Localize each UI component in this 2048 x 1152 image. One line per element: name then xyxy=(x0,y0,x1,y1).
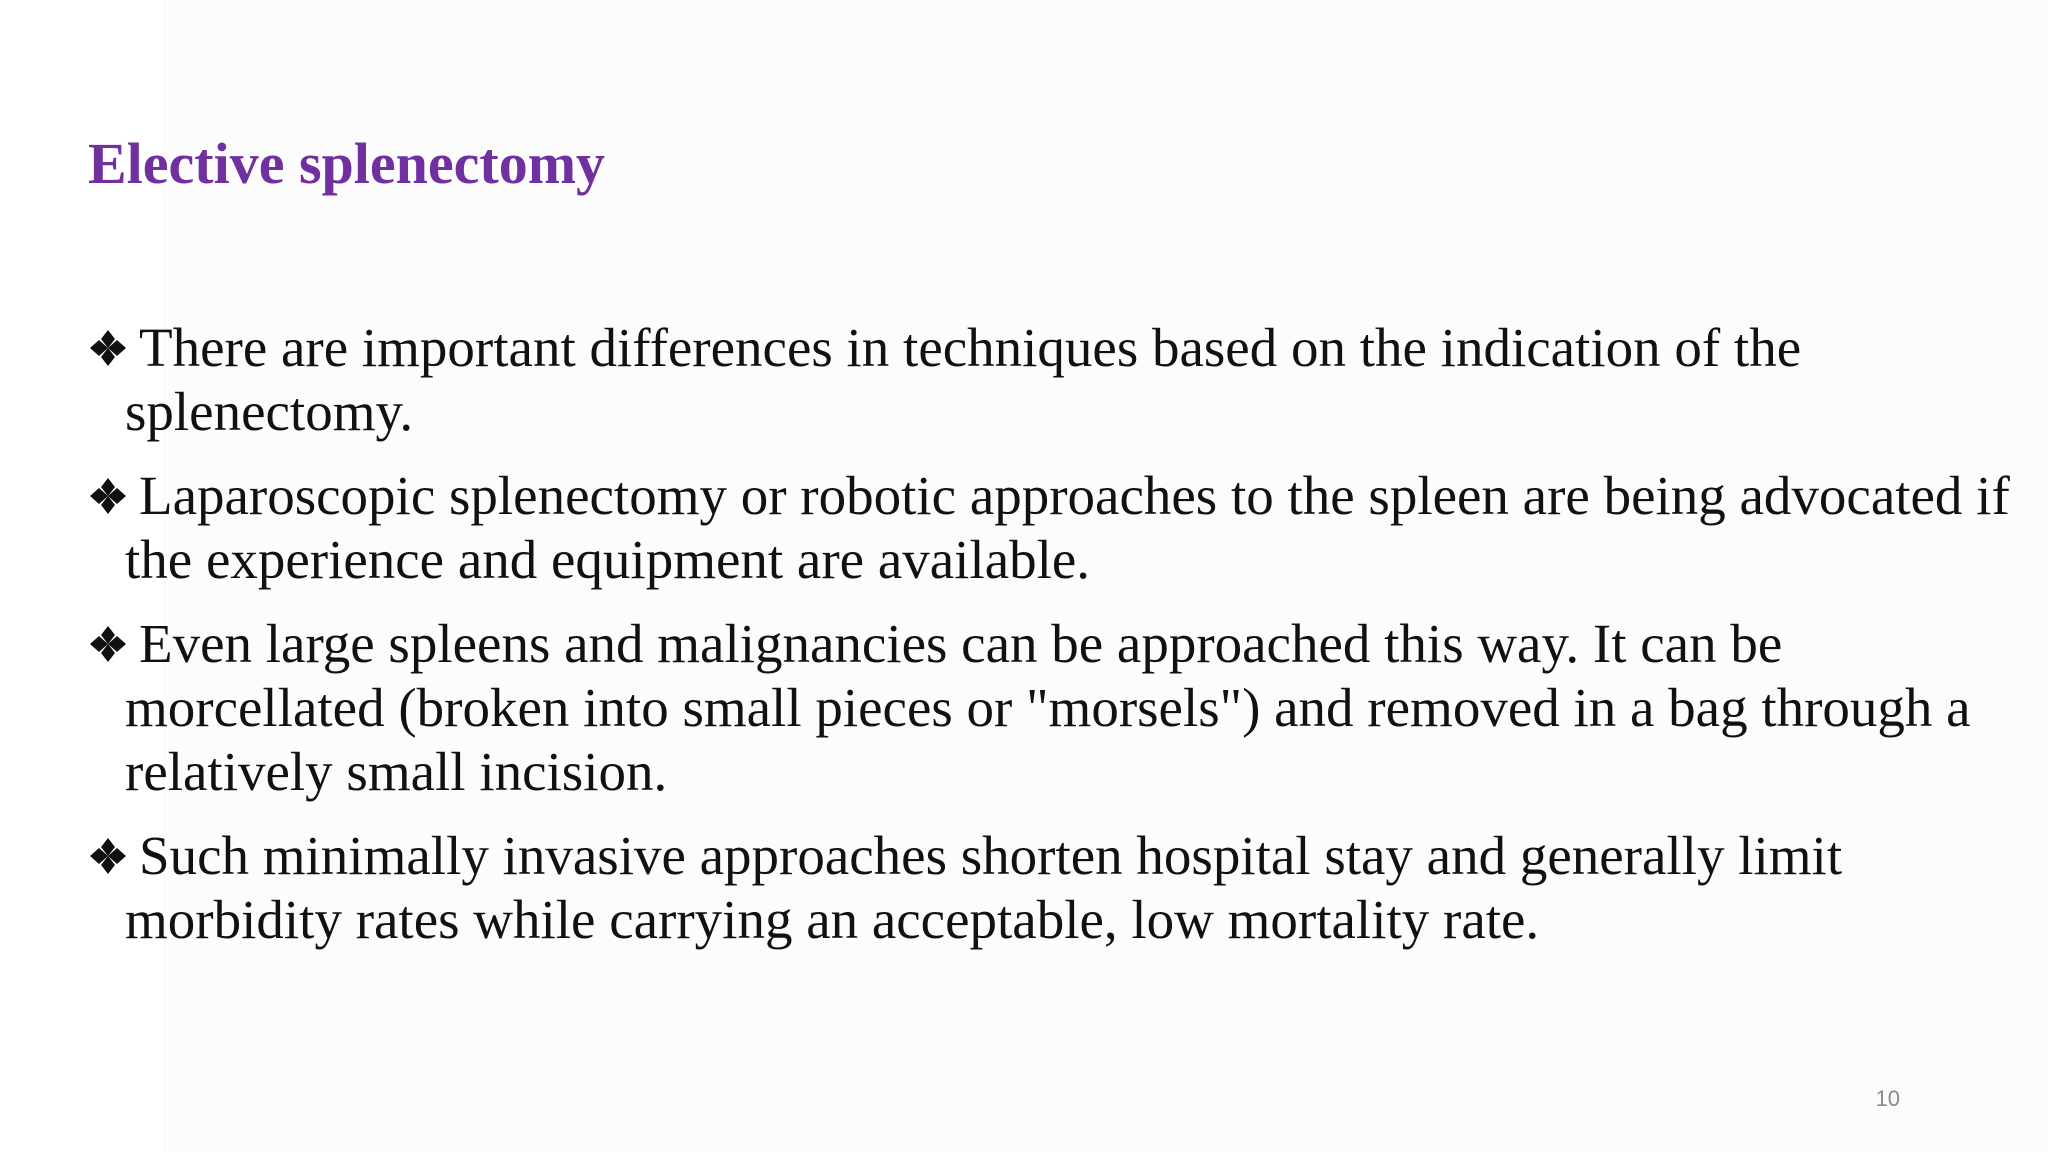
bullet-item xyxy=(88,612,2018,804)
bullet-text: Laparoscopic splenectomy or robotic approaches to the spleen are being advocated if the experience and equipment are available. xyxy=(125,465,2010,590)
bullet-text: Even large spleens and malignancies can be approached this way. It can be morcellated (broken into small pieces or "morsels") and removed in a bag through a relatively small incision. xyxy=(125,613,1971,802)
bullet-text: There are important differences in techniques based on the indication of the splenectomy. xyxy=(125,317,1802,442)
four-diamond-ornament-icon xyxy=(88,626,136,662)
bullet-item xyxy=(88,824,2018,952)
four-diamond-ornament-icon xyxy=(88,478,136,514)
bullet-item xyxy=(88,464,2018,592)
bullet-text: Such minimally invasive approaches shorten hospital stay and generally limit morbidity rates while carrying an acceptable, low mortality rate. xyxy=(125,825,1843,950)
four-diamond-ornament-icon xyxy=(88,838,136,874)
bullet-item xyxy=(88,316,2018,444)
page-number: 10 xyxy=(1875,1086,1900,1111)
slide-title: Elective splenectomy xyxy=(88,131,606,196)
bullet-list xyxy=(88,316,2018,972)
four-diamond-ornament-icon xyxy=(88,330,136,366)
